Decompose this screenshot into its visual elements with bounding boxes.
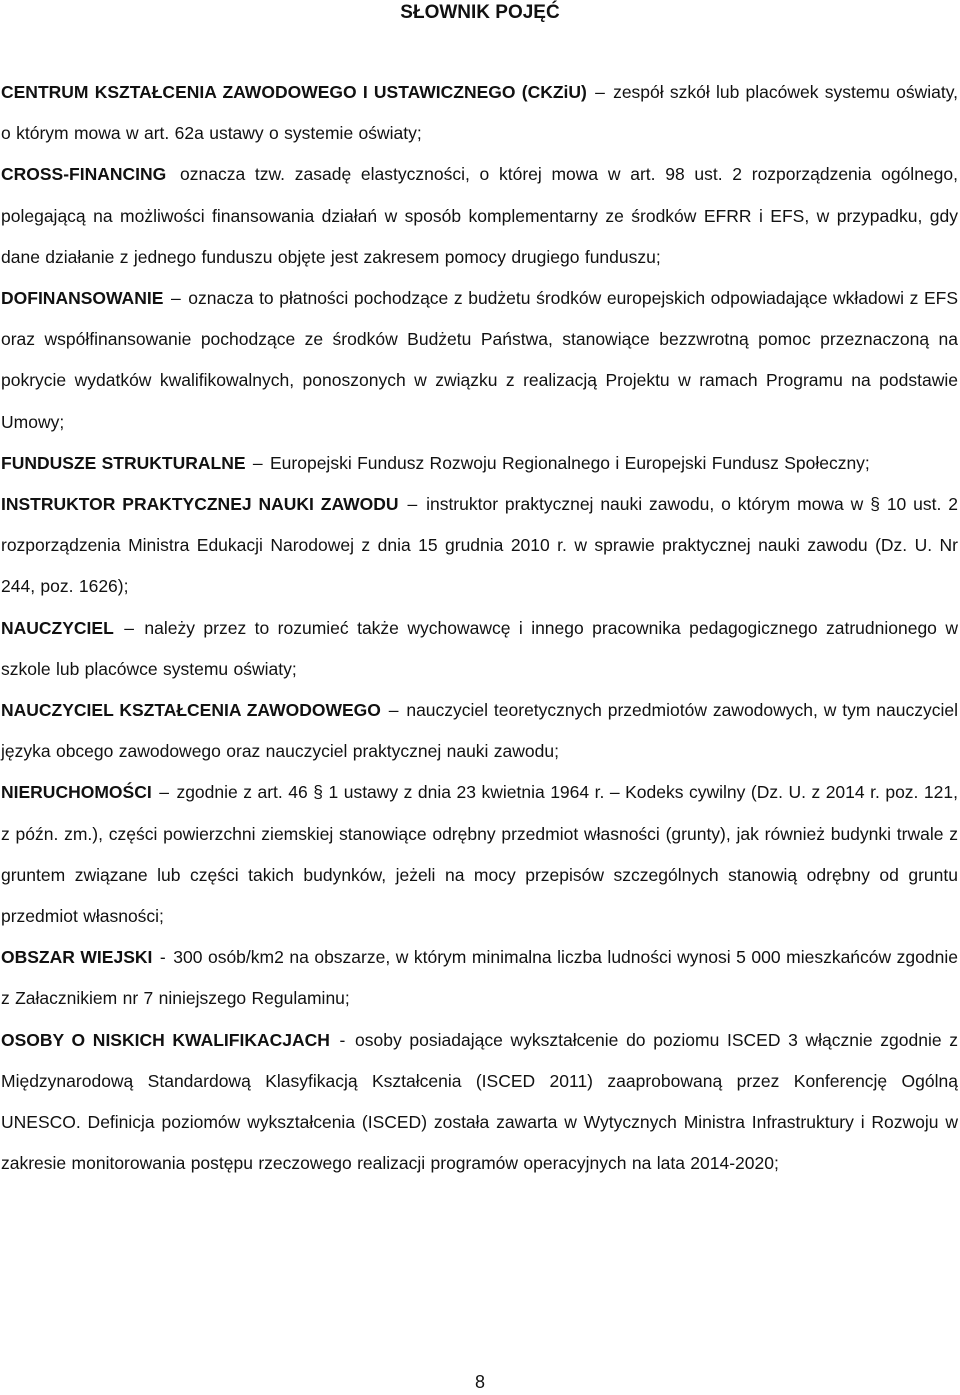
glossary-separator: – <box>153 782 175 803</box>
glossary-definition: oznacza tzw. zasadę elastyczności, o której mowa w art. 98 ust. 2 rozporządzenia ogólnego, polegającą na możliwości finansowania działań w sposób komplementarny ze środków EFRR i EFS, w przypadku, gdy dane działanie z jednego funduszu objęte jest zakresem pomocy drugiego funduszu; <box>1 164 958 267</box>
glossary-definition: nauczyciel teoretycznych przedmiotów zawodowych, w tym nauczyciel języka obcego zawodowego oraz nauczyciel praktycznej nauki zawodu; <box>1 700 958 762</box>
glossary-definition: należy przez to rozumieć także wychowawcę i innego pracownika pedagogicznego zatrudnionego w szkole lub placówce systemu oświaty; <box>1 617 958 679</box>
glossary-definition: Europejski Fundusz Rozwoju Regionalnego i Europejski Fundusz Społeczny; <box>270 452 870 473</box>
glossary-definition: osoby posiadające wykształcenie do poziomu ISCED 3 włącznie zgodnie z Międzynarodową Standardową Klasyfikacją Kształcenia (ISCED 2011) zaaprobowaną przez Konferencję Ogólną UNESCO. Definicja poziomów wykształcenia (ISCED) została zawarta w Wytycznych Ministra Infrastruktury i Rozwoju w zakresie monitorowania postępu rzeczowego realizacji programów operacyjnych na lata 2014-2020; <box>1 1029 958 1174</box>
glossary-term: NAUCZYCIEL KSZTAŁCENIA ZAWODOWEGO <box>1 700 381 721</box>
glossary-separator: – <box>165 288 187 309</box>
glossary-definition: zespół szkół lub placówek systemu oświaty, o którym mowa w art. 62a ustawy o systemie oświaty; <box>1 82 959 144</box>
glossary-entry-ckziu <box>1 72 958 154</box>
glossary-entry-instruktor <box>1 484 958 608</box>
glossary-separator: – <box>247 452 268 473</box>
glossary-entry-cross-financing <box>1 154 958 278</box>
glossary-entry-obszar-wiejski <box>1 937 958 1019</box>
page-title: SŁOWNIK POJĘĆ <box>400 2 560 23</box>
glossary-entry-dofinansowanie <box>1 278 958 443</box>
glossary-term: CROSS-FINANCING <box>1 164 167 185</box>
glossary-term: NAUCZYCIEL <box>1 617 114 638</box>
glossary-entry-osoby-o-niskich-kwalifikacjach <box>1 1020 958 1185</box>
glossary-separator <box>166 164 180 184</box>
glossary-term: NIERUCHOMOŚCI <box>1 782 152 803</box>
glossary-entry-nauczyciel-ksztalcenia <box>1 690 958 772</box>
glossary-definition: 300 osób/km2 na obszarze, w którym minimalna liczba ludności wynosi 5 000 mieszkańców zgodnie z Załacznikiem nr 7 niniejszego Regulaminu; <box>1 947 958 1009</box>
glossary <box>1 72 958 1184</box>
glossary-term: OSOBY O NISKICH KWALIFIKACJACH <box>1 1029 330 1050</box>
glossary-entry-fundusze-strukturalne <box>1 443 958 484</box>
glossary-separator: – <box>115 617 143 638</box>
glossary-term: INSTRUKTOR PRAKTYCZNEJ NAUKI ZAWODU <box>1 494 399 515</box>
glossary-separator: – <box>588 82 612 102</box>
glossary-term: FUNDUSZE STRUKTURALNE <box>1 452 246 473</box>
glossary-separator: – <box>400 494 425 515</box>
glossary-definition: oznacza to płatności pochodzące z budżetu środków europejskich odpowiadające wkładowi z EFS oraz współfinansowanie pochodzące ze środków Budżetu Państwa, stanowiące bezzwrotną pomoc przeznaczoną na pokrycie wydatków kwalifikowalnych, ponoszonych w związku z realizacją Projektu w ramach Programu na podstawie Umowy; <box>1 288 958 432</box>
glossary-separator: – <box>382 700 405 721</box>
glossary-term: DOFINANSOWANIE <box>1 288 164 309</box>
glossary-entry-nieruchomosci <box>1 772 958 937</box>
glossary-entry-nauczyciel <box>1 608 958 690</box>
glossary-separator: - <box>331 1029 354 1050</box>
glossary-term: OBSZAR WIEJSKI <box>1 947 153 968</box>
glossary-separator: - <box>154 947 172 968</box>
page-number: 8 <box>474 1372 485 1392</box>
glossary-term: CENTRUM KSZTAŁCENIA ZAWODOWEGO I USTAWICZNEGO (CKZiU) <box>1 82 587 102</box>
glossary-definition: instruktor praktycznej nauki zawodu, o którym mowa w § 10 ust. 2 rozporządzenia Ministra Edukacji Narodowej z dnia 15 grudnia 2010 r. w sprawie praktycznej nauki zawodu (Dz. U. Nr 244, poz. 1626); <box>1 494 958 597</box>
glossary-definition: zgodnie z art. 46 § 1 ustawy z dnia 23 kwietnia 1964 r. – Kodeks cywilny (Dz. U. z 2014 r. poz. 121, z późn. zm.), części powierzchni ziemskiej stanowiące odrębny przedmiot własności (grunty), jak również budynki trwale z gruntem związane lub części takich budynków, jeżeli na mocy przepisów szczególnych stanowią odrębny od gruntu przedmiot własności; <box>1 782 958 927</box>
